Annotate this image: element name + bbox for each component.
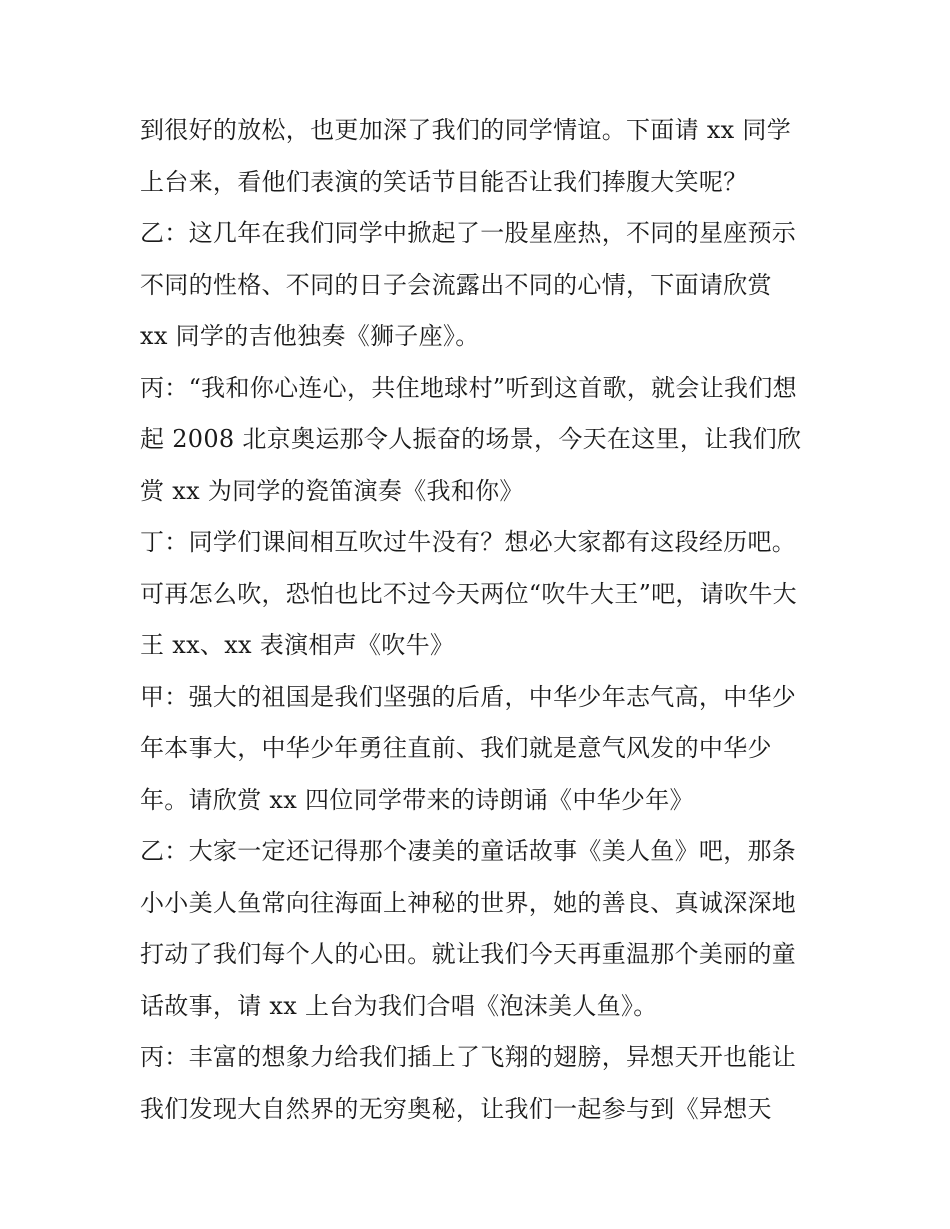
text-line: 到很好的放松，也更加深了我们的同学情谊。下面请 xx 同学: [140, 116, 792, 144]
text-line: 年。请欣赏 xx 四位同学带来的诗朗诵《中华少年》: [140, 785, 694, 814]
text-line: 上台来，看他们表演的笑话节目能否让我们捧腹大笑呢？: [140, 167, 748, 196]
text-line: 丙：丰富的想象力给我们插上了飞翔的翅膀，异想天开也能让: [140, 1043, 797, 1071]
text-line: 甲：强大的祖国是我们坚强的后盾，中华少年志气高，中华少: [140, 682, 797, 711]
text-line: 打动了我们每个人的心田。就让我们今天再重温那个美丽的童: [140, 940, 797, 968]
text-line: 不同的性格、不同的日子会流露出不同的心情，下面请欣赏: [140, 270, 772, 299]
document-body: [140, 105, 820, 1135]
text-line: 起 2008 北京奥运那令人振奋的场景，今天在这里，让我们欣: [140, 425, 802, 453]
text-line: 小小美人鱼常向往海面上神秘的世界，她的善良、真诚深深地: [140, 888, 797, 917]
text-line: 丁：同学们课间相互吹过牛没有？想必大家都有这段经历吧。: [140, 528, 797, 556]
text-line: 我们发现大自然界的无穷奥秘，让我们一起参与到《异想天: [140, 1094, 772, 1123]
text-line: 乙：这几年在我们同学中掀起了一股星座热，不同的星座预示: [140, 219, 797, 247]
text-line: 话故事，请 xx 上台为我们合唱《泡沫美人鱼》。: [140, 991, 658, 1020]
text-line: 王 xx、xx 表演相声《吹牛》: [140, 631, 455, 659]
text-line: 年本事大，中华少年勇往直前、我们就是意气风发的中华少: [140, 734, 772, 762]
text-line: 赏 xx 为同学的瓷笛演奏《我和你》: [140, 476, 524, 505]
text-line: xx 同学的吉他独奏《狮子座》。: [140, 322, 480, 350]
text-line: 丙：“我和你心连心，共住地球村”听到这首歌，就会让我们想: [140, 373, 797, 402]
text-line: 乙：大家一定还记得那个凄美的童话故事《美人鱼》吧，那条: [140, 837, 797, 865]
text-line: 可再怎么吹，恐怕也比不过今天两位“吹牛大王”吧，请吹牛大: [140, 579, 797, 608]
